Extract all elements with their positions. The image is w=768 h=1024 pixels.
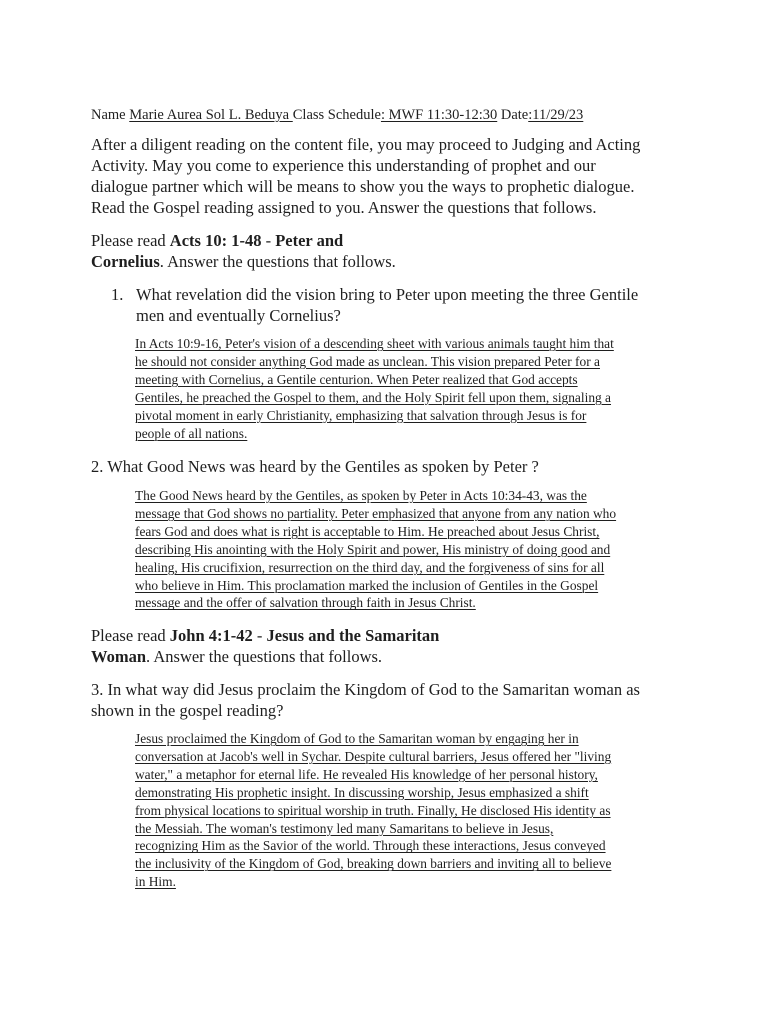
answer3-line: conversation at Jacob's well in Sychar. Despite cultural barriers, Jesus offered her "living (135, 748, 612, 764)
date-value: :11/29/23 (528, 107, 584, 123)
schedule-value: : MWF 11:30-12:30 (380, 107, 498, 123)
answer2-line: healing, His crucifixion, resurrection on the third day, and the forgiveness of sins for all (135, 559, 605, 575)
answer3-line: the Messiah. The woman's testimony led many Samaritans to believe in Jesus, (135, 820, 554, 836)
answer3-line: the inclusivity of the Kingdom of God, breaking down barriers and inviting all to believe (135, 856, 612, 872)
answer2 (135, 487, 680, 612)
section1-suffix: . Answer the questions that follows. (159, 252, 396, 271)
answer1 (135, 335, 680, 442)
section1-title-part2: Cornelius (91, 252, 160, 271)
section2-title-part1: Jesus and the Samaritan (266, 626, 440, 645)
answer1-line: pivotal moment in early Christianity, emphasizing that salvation through Jesus is for (135, 407, 587, 423)
section1-prefix: Please read (91, 231, 170, 250)
question3-line: shown in the gospel reading? (91, 701, 284, 720)
answer3-line: Jesus proclaimed the Kingdom of God to the Samaritan woman by engaging her in (135, 731, 579, 746)
answer2-line: message and the offer of salvation through faith in Jesus Christ. (135, 595, 476, 611)
date-label: Date (497, 107, 529, 123)
question1-text (136, 284, 696, 326)
question3-line: 3. In what way did Jesus proclaim the Kingdom of God to the Samaritan woman as (91, 680, 640, 699)
answer1-line: Gentiles, he preached the Gospel to them, and the Holy Spirit fell upon them, signaling a (135, 389, 612, 405)
section1-instruction (91, 230, 691, 272)
answer3-line: recognizing Him as the Savior of the world. Through these interactions, Jesus conveyed (135, 838, 606, 854)
name-label: Name (91, 107, 130, 123)
question1-line: men and eventually Cornelius? (136, 306, 341, 325)
intro-paragraph (91, 134, 691, 218)
question3-text (91, 679, 691, 721)
answer1-line: he should not consider anything God made as unclean. This vision prepared Peter for a (135, 353, 600, 369)
answer3-line: from physical locations to spiritual worship in truth. Finally, He disclosed His identity as (135, 802, 611, 818)
answer3 (135, 730, 680, 891)
section2-suffix: . Answer the questions that follows. (146, 647, 383, 666)
answer1-line: people of all nations. (135, 425, 248, 441)
answer1-line: meeting with Cornelius, a Gentile centurion. When Peter realized that God accepts (135, 371, 578, 387)
section2-instruction (91, 625, 691, 667)
intro-line: Read the Gospel reading assigned to you. Answer the questions that follows. (91, 198, 597, 217)
question1-line: What revelation did the vision bring to Peter upon meeting the three Gentile (136, 285, 639, 304)
section1-dash: - (261, 231, 276, 250)
name-value: Marie Aurea Sol L. Beduya (129, 107, 293, 123)
schedule-label: Class Schedule (292, 107, 381, 123)
answer2-line: who believe in Him. This proclamation marked the inclusion of Gentiles in the Gospel (135, 577, 599, 593)
intro-line: Activity. May you come to experience this understanding of prophet and our (91, 156, 596, 175)
question2-line: 2. What Good News was heard by the Gentiles as spoken by Peter ? (91, 457, 539, 476)
answer2-line: fears God and does what is right is acceptable to Him. He preached about Jesus Christ, (135, 523, 600, 539)
question1-number: 1. (111, 285, 124, 304)
answer3-line: water," a metaphor for eternal life. He revealed His knowledge of her personal history, (135, 766, 598, 782)
answer2-line: message that God shows no partiality. Peter emphasized that anyone from any nation who (135, 505, 617, 521)
answer3-line: in Him. (135, 874, 176, 890)
section1-reference: Acts 10: 1-48 (169, 231, 262, 250)
section1-title-part1: Peter and (275, 231, 344, 250)
intro-line: dialogue partner which will be means to show you the ways to prophetic dialogue. (91, 177, 635, 196)
header-line (91, 107, 731, 124)
intro-line: After a diligent reading on the content file, you may proceed to Judging and Acting (91, 135, 641, 154)
section2-title-part2: Woman (91, 647, 147, 666)
answer2-line: describing His anointing with the Holy Spirit and power, His ministry of doing good and (135, 541, 611, 557)
section2-prefix: Please read (91, 626, 170, 645)
answer2-line: The Good News heard by the Gentiles, as spoken by Peter in Acts 10:34-43, was the (135, 488, 587, 503)
answer3-line: demonstrating His prophetic insight. In discussing worship, Jesus emphasized a shift (135, 784, 589, 800)
answer1-line: In Acts 10:9-16, Peter's vision of a descending sheet with various animals taught him that (135, 336, 614, 351)
section2-dash: - (252, 626, 267, 645)
section2-reference: John 4:1-42 (169, 626, 253, 645)
question2-text (91, 456, 691, 477)
